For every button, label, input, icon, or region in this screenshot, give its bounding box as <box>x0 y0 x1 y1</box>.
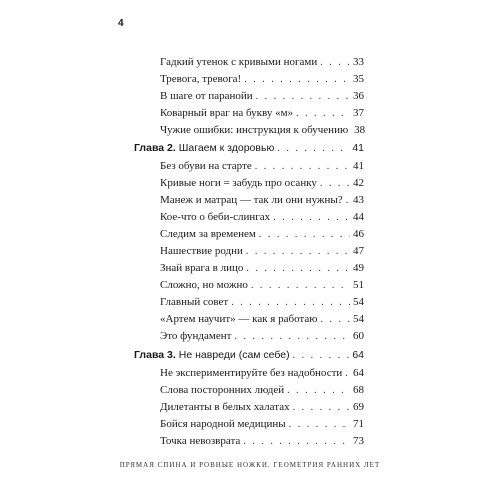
toc-entry-title: Сложно, но можно <box>160 279 248 291</box>
toc-entry-title: В шаге от паранойи <box>160 90 253 102</box>
toc-entry[interactable] <box>160 383 364 397</box>
toc-entry[interactable] <box>160 123 364 137</box>
toc-entry-title: Кривые ноги = забудь про осанку <box>160 177 317 189</box>
toc-entry[interactable] <box>160 312 364 326</box>
dot-leader <box>277 142 349 156</box>
toc-entry[interactable] <box>160 72 364 86</box>
toc-entry-page: 73 <box>353 435 364 447</box>
toc-entry[interactable] <box>160 400 364 414</box>
toc-chapter-2[interactable] <box>134 141 364 155</box>
toc-entry-title: «Артем научит» — как я работаю <box>160 313 318 325</box>
toc-chapter-3[interactable] <box>134 348 364 362</box>
chapter-title: Шагаем к здоровью <box>178 142 275 154</box>
toc-entry-page: 42 <box>353 177 364 189</box>
dot-leader <box>243 435 350 449</box>
dot-leader <box>345 367 350 381</box>
dot-leader <box>273 211 350 225</box>
toc-entry-title: Бойся народной медицины <box>160 418 286 430</box>
toc-entry[interactable] <box>160 176 364 190</box>
toc-entry-title: Знай врага в лицо <box>160 262 244 274</box>
toc-entry[interactable] <box>160 210 364 224</box>
toc-entry-title: Не экспериментируйте без надобности <box>160 367 343 379</box>
dot-leader <box>234 330 350 344</box>
toc-entry-title: Манеж и матрац — так ли они нужны? <box>160 194 343 206</box>
toc-entry-page: 49 <box>353 262 364 274</box>
toc-entry-page: 46 <box>353 228 364 240</box>
dot-leader <box>320 177 350 191</box>
toc-entry-title: Чужие ошибки: инструкция к обучению <box>160 124 349 136</box>
toc-entry-title: Дилетанты в белых халатах <box>160 401 290 413</box>
toc-entry[interactable] <box>160 329 364 343</box>
dot-leader <box>256 90 350 104</box>
dot-leader <box>320 56 350 70</box>
chapter-title: Не навреди (сам себе) <box>178 349 290 361</box>
dot-leader <box>231 296 350 310</box>
toc-entry-page: 36 <box>353 90 364 102</box>
dot-leader <box>259 228 350 242</box>
dot-leader <box>251 279 350 293</box>
chapter-label: Глава 2. <box>134 142 176 154</box>
toc-entry[interactable] <box>160 89 364 103</box>
chapter-page: 41 <box>352 142 364 154</box>
page-number: 4 <box>118 18 124 29</box>
toc-entry-page: 33 <box>353 56 364 68</box>
toc-entry-page: 68 <box>353 384 364 396</box>
toc-entry[interactable] <box>160 244 364 258</box>
toc-entry-title: Слова посторонних людей <box>160 384 285 396</box>
toc-entry[interactable] <box>160 434 364 448</box>
dot-leader <box>287 384 350 398</box>
dot-leader <box>244 73 350 87</box>
toc-entry-page: 41 <box>353 160 364 172</box>
toc-entry-page: 38 <box>354 124 366 136</box>
toc-entry-page: 54 <box>353 313 364 325</box>
dot-leader <box>320 313 350 327</box>
dot-leader <box>293 349 350 363</box>
dot-leader <box>289 418 350 432</box>
toc-entry-title: Главный совет <box>160 296 229 308</box>
toc-entry-page: 43 <box>353 194 364 206</box>
toc-entry-page: 37 <box>353 107 364 119</box>
toc-entry-title: Без обуви на старте <box>160 160 252 172</box>
toc-entry-page: 71 <box>353 418 364 430</box>
toc-entry[interactable] <box>160 278 364 292</box>
toc-entry[interactable] <box>160 366 364 380</box>
chapter-page: 64 <box>352 349 364 361</box>
toc-entry-title: Тревога, тревога! <box>160 73 242 85</box>
toc-entry[interactable] <box>160 417 364 431</box>
toc-entry[interactable] <box>160 261 364 275</box>
toc-entry-page: 60 <box>353 330 364 342</box>
toc-entry-title: Точка невозврата <box>160 435 241 447</box>
dot-leader <box>293 401 350 415</box>
toc-entry-title: Нашествие родни <box>160 245 243 257</box>
toc-entry[interactable] <box>160 193 364 207</box>
toc-entry-page: 69 <box>353 401 364 413</box>
chapter-label: Глава 3. <box>134 349 176 361</box>
toc-entry-title: Это фундамент <box>160 330 232 342</box>
toc-entry[interactable] <box>160 295 364 309</box>
dot-leader <box>255 160 350 174</box>
toc-entry-title: Кое-что о беби-слингах <box>160 211 271 223</box>
toc-entry-page: 47 <box>353 245 364 257</box>
toc-entry-title: Гадкий утенок с кривыми ногами <box>160 56 318 68</box>
dot-leader <box>246 262 350 276</box>
dot-leader <box>346 194 350 208</box>
toc-entry[interactable] <box>160 55 364 69</box>
toc-entry-page: 35 <box>353 73 364 85</box>
toc-entry-title: Коварный враг на букву «м» <box>160 107 294 119</box>
running-footer: ПРЯМАЯ СПИНА И РОВНЫЕ НОЖКИ. ГЕОМЕТРИЯ РАННИХ ЛЕТ <box>119 461 381 469</box>
toc-entry-page: 64 <box>353 367 364 379</box>
toc-entry-page: 51 <box>353 279 364 291</box>
toc-entry-title: Следим за временем <box>160 228 256 240</box>
toc-entry[interactable] <box>160 159 364 173</box>
toc-entry-page: 44 <box>353 211 364 223</box>
dot-leader <box>296 107 350 121</box>
toc-entry[interactable] <box>160 106 364 120</box>
toc-entry[interactable] <box>160 227 364 241</box>
toc-entry-page: 54 <box>353 296 364 308</box>
dot-leader <box>246 245 350 259</box>
